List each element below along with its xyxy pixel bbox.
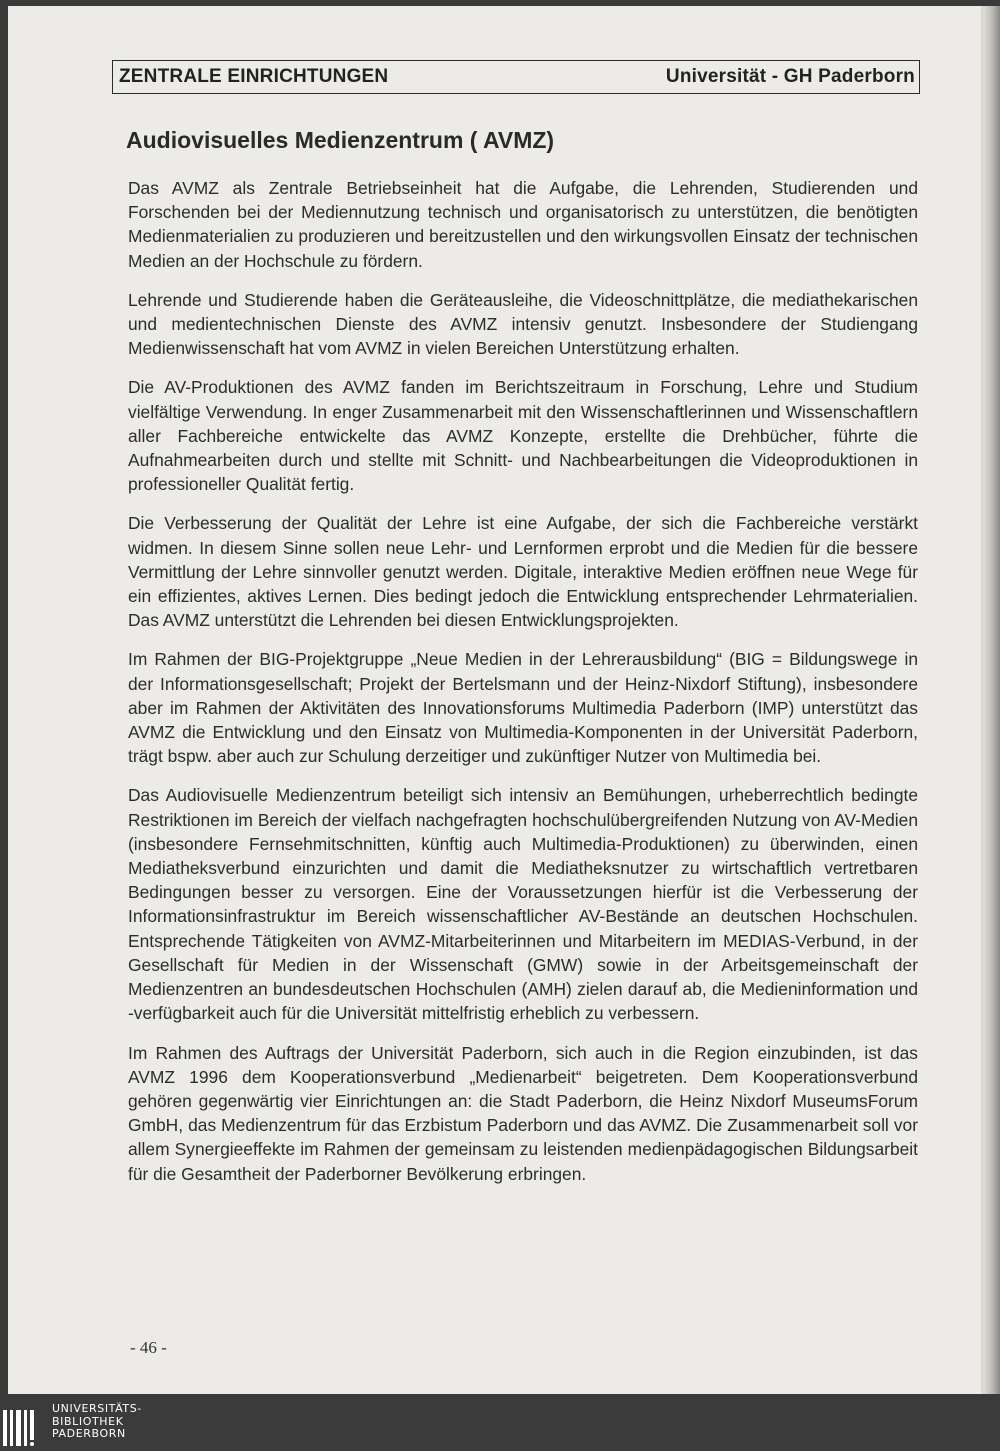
paragraph: Lehrende und Studierende haben die Geräteausleihe, die Videoschnittplätze, die mediathekarischen und medientechnischen Dienste des AVMZ intensiv genutzt. Insbesondere der Studiengang Medienwissenschaft hat vom AVMZ in vielen Bereichen Unterstützung erhalten. (128, 289, 918, 359)
body-text (128, 176, 918, 1201)
paragraph: Das Audiovisuelle Medienzentrum beteiligt sich intensiv an Bemühungen, urheberrechtlich bedingte Restriktionen im Bereich der vielfach nachgefragten hochschulübergreifenden Nutzung von AV-Medien (insbesondere Fernsehmitschnitten, künftig auch Multimedia-Produktionen) zu überwinden, einen Mediatheksverbund einzurichten und damit die Mediatheksnutzer zu wirtschaftlich vertretbaren Bedingungen besser zu versorgen. Eine der Voraussetzungen hierfür ist die Verbesserung der Informationsinfrastruktur im Bereich wissenschaftlicher AV-Bestände an deutschen Hochschulen. Entsprechende Tätigkeiten von AVMZ-Mitarbeiterinnen und Mitarbeitern im MEDIAS-Verbund, in der Gesellschaft für Medien in der Wissenschaft (GMW) sowie in der Arbeitsgemeinschaft der Medienzentren an bundesdeutschen Hochschulen (AMH) zielen darauf ab, die Medieninformation und -verfügbarkeit auch für die Universität mittelfristig erheblich zu verbessern. (128, 785, 918, 1024)
page-title: Audiovisuelles Medienzentrum ( AVMZ) (126, 127, 555, 153)
paragraph: Im Rahmen des Auftrags der Universität Paderborn, sich auch in die Region einzubinden, ist das AVMZ 1996 dem Kooperationsverbund „Medienarbeit“ beigetreten. Dem Kooperationsverbund gehören gegenwärtig vier Einrichtungen an: die Stadt Paderborn, die Heinz Nixdorf MuseumsForum GmbH, das Medienzentrum für das Erzbistum Paderborn und das AVMZ. Die Zusammenarbeit soll vor allem Synergieeffekte im Rahmen der gemeinsam zu leistenden medienpädagogischen Bildungsarbeit für die Gesamtheit der Paderborner Bevölkerung erbringen. (128, 1042, 918, 1184)
library-name (52, 1403, 142, 1441)
page-number: - 46 - (130, 1338, 167, 1357)
running-header (112, 60, 920, 94)
page-edge (983, 6, 1000, 1394)
paragraph: Das AVMZ als Zentrale Betriebseinheit hat die Aufgabe, die Lehrenden, Studierenden und Forschenden bei der Mediennutzung technisch und organisatorisch zu unterstützen, die benötigten Medienmaterialien zu produzieren und bereitzustellen und den wirkungsvollen Einsatz der technischen Medien an der Hochschule zu fördern. (128, 178, 918, 271)
library-name-line: BIBLIOTHEK (52, 1414, 124, 1428)
paragraph: Die Verbesserung der Qualität der Lehre ist eine Aufgabe, der sich die Fachbereiche verstärkt widmen. In diesem Sinne sollen neue Lehr- und Lernformen erprobt und die Medien für die bessere Vermittlung der Lehre sinnvoller genutzt werden. Digitale, interaktive Medien eröffnen neue Wege für ein effizientes, aktives Lernen. Dies bedingt jedoch die Entwicklung entsprechender Lehrmaterialien. Das AVMZ unterstützt die Lehrenden bei diesen Entwicklungsprojekten. (128, 513, 918, 631)
library-name-line: UNIVERSITÄTS- (52, 1402, 142, 1415)
library-name-line: PADERBORN (52, 1427, 126, 1440)
paragraph: Die AV-Produktionen des AVMZ fanden im Berichtszeitraum in Forschung, Lehre und Studium vielfältige Verwendung. In enger Zusammenarbeit mit den Wissenschaftlerinnen und Wissenschaftlern aller Fachbereiche entwickelte das AVMZ Konzepte, erstellte die Drehbücher, führte die Aufnahmearbeiten durch und stellte mit Schnitt- und Nachbearbeitungen die Videoproduktionen in professioneller Qualität fertig. (128, 377, 918, 495)
library-barcode-icon (2, 1406, 42, 1446)
paragraph: Im Rahmen der BIG-Projektgruppe „Neue Medien in der Lehrerausbildung“ (BIG = Bildungswege in der Informationsgesellschaft; Projekt der Bertelsmann und der Heinz-Nixdorf Stiftung), insbesondere aber im Rahmen der Aktivitäten des Innovationsforums Multimedia Paderborn (IMP) unterstützt das AVMZ die Entwicklung und den Einsatz von Multimedia-Komponenten in der Universität Paderborn, trägt bspw. aber auch zur Schulung derzeitiger und zukünftiger Nutzer von Multimedia bei. (128, 649, 918, 767)
header-university-label: Universität - GH Paderborn (665, 66, 915, 87)
library-footer-bar (0, 1400, 1000, 1451)
header-section-label: ZENTRALE EINRICHTUNGEN (119, 66, 389, 87)
